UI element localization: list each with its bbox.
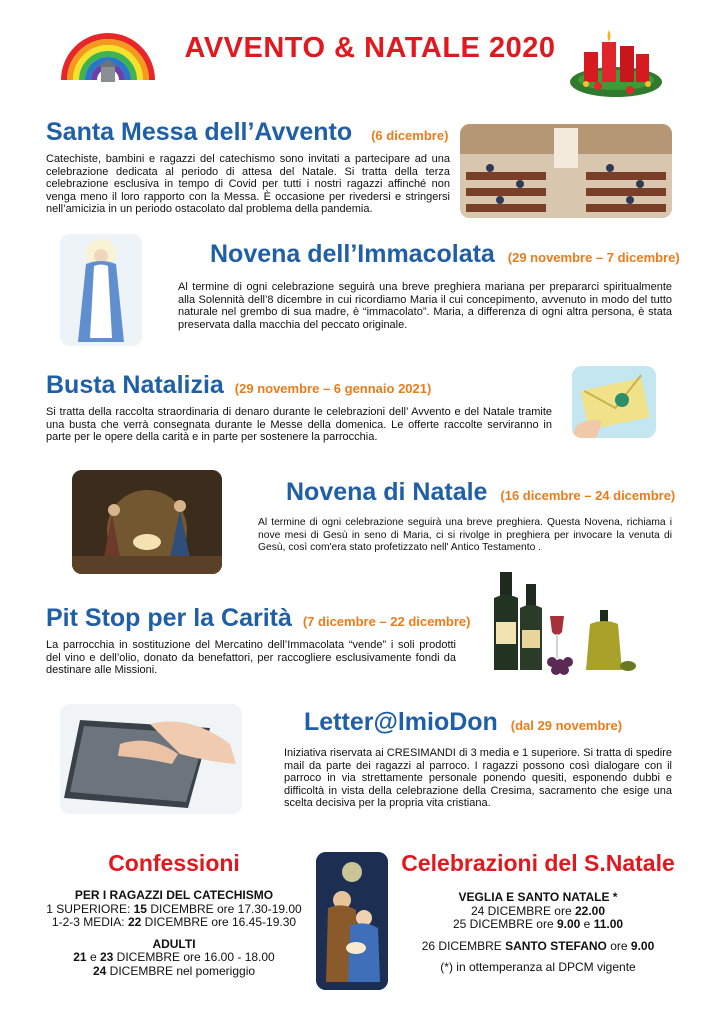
section-title — [286, 478, 676, 507]
title-text: Novena di Natale — [286, 478, 488, 506]
rainbow-logo — [58, 26, 158, 84]
section-title — [210, 240, 680, 269]
text: 15 — [133, 901, 147, 916]
section-busta — [46, 371, 552, 444]
laptop-typing-image — [60, 704, 242, 814]
text: 23 — [99, 950, 114, 964]
text: 21 — [73, 950, 87, 964]
text: SANTO STEFANO — [505, 938, 607, 953]
celebrazioni-note: (*) in ottemperanza al DPCM vigente — [440, 960, 636, 974]
confessioni-line-1 — [36, 903, 312, 917]
section-letter — [284, 708, 672, 810]
title-text: Pit Stop per la Carità — [46, 604, 292, 632]
wine-oil-image — [490, 570, 640, 676]
section-date: (7 dicembre – 22 dicembre) — [302, 614, 471, 629]
church-mass-photo — [460, 124, 672, 218]
title-text: Letter@lmioDon — [304, 708, 498, 736]
text: 26 DICEMBRE — [421, 938, 506, 953]
text: 22.00 — [575, 903, 606, 918]
confessioni-line-3 — [36, 951, 312, 965]
confessioni-line-2 — [36, 916, 312, 930]
text: 22 — [127, 915, 142, 929]
celebrazioni-line-1 — [390, 905, 686, 919]
text: 1-2-3 MEDIA: — [51, 915, 128, 929]
confessioni-block — [36, 850, 312, 978]
text: DICEMBRE ore 16.45-19.30 — [141, 915, 297, 929]
page-title: AVVENTO & NATALE 2020 — [184, 32, 556, 64]
text: DICEMBRE ore 16.00 - 18.00 — [113, 950, 275, 964]
section-title — [46, 118, 450, 147]
section-title — [304, 708, 672, 737]
section-title — [46, 604, 471, 633]
section-date: (dal 29 novembre) — [510, 718, 623, 733]
section-title — [46, 371, 552, 400]
section-date: (6 dicembre) — [371, 128, 449, 143]
madonna-image — [60, 234, 142, 346]
section-date: (29 novembre – 6 gennaio 2021) — [234, 381, 432, 396]
ragazzi-header: PER I RAGAZZI DEL CATECHISMO — [74, 888, 274, 902]
section-text: Iniziativa riservata ai CRESIMANDI di 3 media e 1 superiore. Si tratta di spedire mail da parte dei ragazzi al parroco. I ragazzi possono così dialogare con il parroco in via strettamente personale ponendo quesiti, esponendo dubbi e difficoltà in vista della celebrazione della Cresima, sacramento che esige una scelta decisiva per la propria vita cristiana. — [284, 747, 672, 810]
section-date: (29 novembre – 7 dicembre) — [507, 250, 680, 265]
section-text: Si tratta della raccolta straordinaria di denaro durante le celebrazioni dell’ Avvento e del Natale tramite una busta che verrà consegnata durante le Messe della domenica. Le offerte raccolte serviranno in parte per le opere della carità e in parte per sostenere la parrocchia. — [46, 406, 552, 444]
nativity-image — [72, 470, 222, 574]
section-text: Al termine di ogni celebrazione seguirà una breve preghiera mariana per prepararci spiritualmente alla Solennità dell’8 dicembre in cui ricordiamo Maria il cui concepimento, avvenuto in modo del tutto naturale nel grembo di sua madre, è “immacolato”. Maria, a differenza di ogni altra persona, è stata preservata dalla macchia del peccato originale. — [178, 281, 672, 331]
advent-wreath — [568, 20, 664, 100]
section-immacolata — [178, 240, 680, 331]
celebrazioni-title: Celebrazioni del S.Natale — [401, 850, 675, 876]
text: DICEMBRE ore 17.30-19.00 — [146, 901, 302, 916]
section-text: Al termine di ogni celebrazione seguirà una breve preghiera. Questa Novena, richiama i nove mesi di Gesù in seno di Maria, ci si rivolge in preghiera per invocare la venuta di Gesù, così com'era stato profetizzato nell' Antico Testamento . — [258, 517, 672, 554]
section-text: Catechiste, bambini e ragazzi del catechismo sono invitati a partecipare ad una celebrazione dedicata al periodo di attesa del Natale. Si tratta della terza celebrazione esclusiva in tempo di Covid per tutti i nostri ragazzi affinché non venga meno il loro rapporto con la Messa. È occasione per rivedersi e stringersi nell’amicizia in un periodo ostacolato dal problema della pandemia. — [46, 153, 450, 216]
celebrazioni-line-2 — [390, 918, 686, 932]
envelope-image — [572, 366, 656, 438]
adulti-header: ADULTI — [152, 936, 196, 951]
title-text: Santa Messa dell’Avvento — [46, 118, 353, 146]
text: 25 DICEMBRE ore — [452, 917, 557, 931]
holy-family-image — [316, 852, 388, 990]
text: ore — [606, 938, 631, 953]
text: DICEMBRE nel pomeriggio — [106, 963, 256, 978]
text: e — [580, 917, 594, 931]
text: 11.00 — [593, 917, 624, 931]
celebrazioni-header: VEGLIA E SANTO NATALE * — [458, 890, 618, 904]
section-santa-messa — [46, 118, 450, 216]
section-text: La parrocchia in sostituzione del Mercatino dell’Immacolata “vende” i soli prodotti del vino e dell’olio, donato da benefattori, per raccogliere esclusivamente fondi da destinare alle Missioni. — [46, 639, 456, 677]
celebrazioni-line-3 — [390, 940, 686, 954]
celebrazioni-block — [390, 850, 686, 975]
confessioni-line-4 — [36, 965, 312, 979]
text: 1 SUPERIORE: — [46, 901, 134, 916]
text: e — [86, 950, 100, 964]
confessioni-title: Confessioni — [108, 850, 240, 876]
text: 9.00 — [630, 938, 655, 953]
section-novena-natale — [258, 478, 676, 555]
title-text: Novena dell’Immacolata — [210, 240, 495, 268]
text: 9.00 — [556, 917, 581, 931]
section-pitstop — [46, 604, 471, 677]
text: 24 — [92, 963, 107, 978]
text: 24 DICEMBRE ore — [470, 903, 575, 918]
title-text: Busta Natalizia — [46, 371, 224, 399]
section-date: (16 dicembre – 24 dicembre) — [500, 488, 676, 503]
